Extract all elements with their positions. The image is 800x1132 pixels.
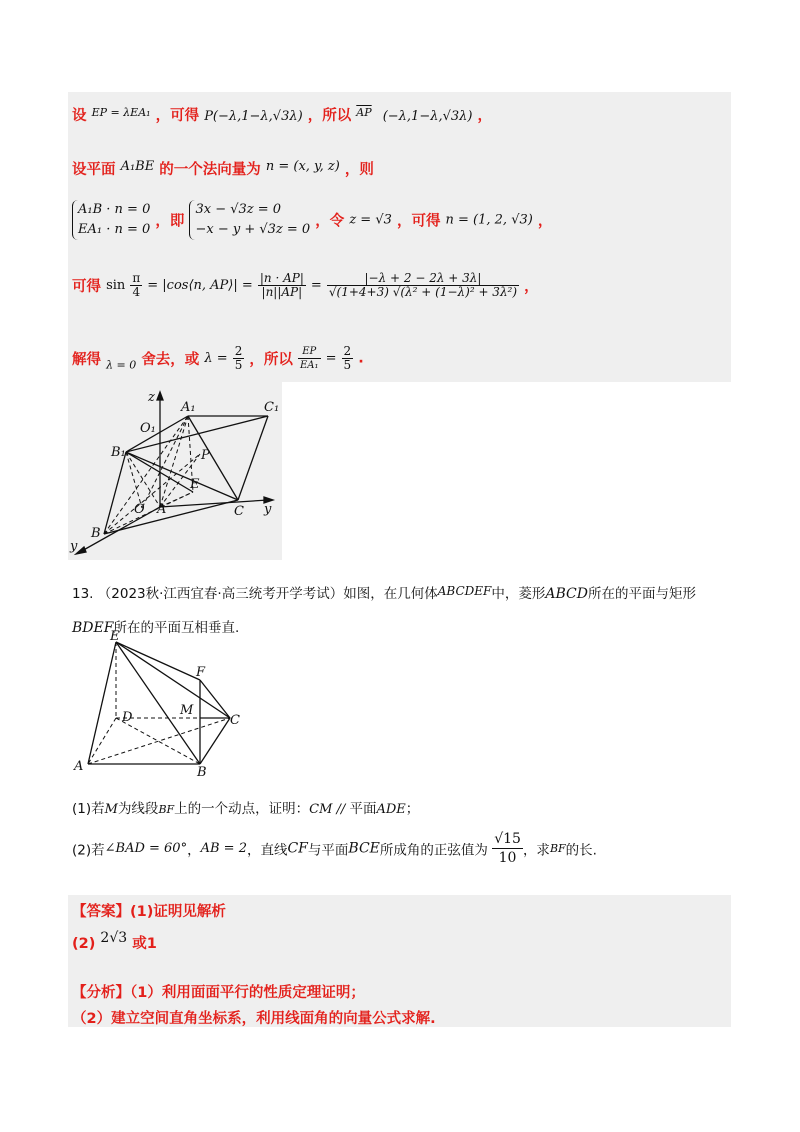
answer-part-2-or: 或1 [132,936,157,952]
math: EP = λEA₁ [91,106,151,119]
label-C1: C₁ [264,400,280,415]
figure-solid [70,628,260,778]
text: ， [477,108,493,124]
label-A1: A₁ [181,400,196,415]
math: ADE [376,802,406,817]
text: 所在的平面与矩形 [587,586,696,602]
label-D: D [122,710,133,725]
text: ，所以 [307,108,352,124]
equals: = [325,351,337,366]
answer-tag: 【答案】 [72,904,130,920]
label-O: O [134,502,145,517]
solution-line-5 [72,345,364,372]
text: 设 [72,108,87,124]
denominator: 4 [132,285,141,299]
fraction-cos [258,272,306,299]
text: ， [187,842,201,859]
denominator: 10 [498,850,517,866]
denominator: |n||AP| [261,285,303,299]
edge-bc [200,718,230,764]
text: ，可得 [155,108,200,124]
text: ，即 [155,213,185,230]
math: EA₁ · n = 0 [78,222,151,237]
edge-ec [116,642,230,718]
edge-ac [88,718,230,764]
text: (1)若 [72,801,105,817]
text: 上的一个动点，证明： [174,801,310,817]
label-C: C [230,713,240,728]
equals: = [310,278,322,293]
math: CM // [309,802,350,817]
text: ，令 [315,213,345,230]
fraction-ep-ea1 [298,345,321,372]
numerator: 2 [343,344,352,358]
numerator: √15 [494,831,521,847]
label-y: y [264,502,272,517]
text: ，求 [522,842,550,859]
fraction-result [327,272,519,299]
analysis-part-1: （1）利用面面平行的性质定理证明； [130,985,365,1001]
math: z = √3 [349,212,392,228]
numerator: EP [298,345,321,359]
label-B1: B₁ [111,445,126,460]
analysis-part-2: （2）建立空间直角坐标系，利用线面角的向量公式求解. [72,1011,436,1027]
text: 中，菱形 [491,586,546,602]
math: ABCDEF [437,584,492,598]
solution-line-3 [72,200,552,240]
text: ，可得 [396,213,441,230]
answer-line-2 [72,930,157,953]
answer-part-2-value: 2√3 [100,930,128,946]
numerator: π [132,271,141,285]
denominator: 5 [343,358,352,372]
label-P: P [201,448,210,463]
math: sin [106,278,126,293]
answer-part-1: (1)证明见解析 [130,904,226,920]
text: 可得 [72,279,101,295]
math: λ = 0 [106,358,137,372]
text: . [358,350,364,367]
solution-line-2 [72,158,374,179]
denominator: EA₁ [299,360,319,371]
fraction-pi-4 [130,272,142,299]
text: 如图，在几何体 [343,586,438,602]
math: BDEF [72,620,114,636]
math: λ = [204,351,228,366]
figure-prism [68,382,282,560]
equation-system-1 [72,200,150,240]
analysis-line-2 [72,1007,436,1028]
label-F: F [196,665,206,680]
math: ∠BAD = 60° [104,841,188,856]
math: A₁B · n = 0 [78,202,151,217]
question-2 [72,830,597,867]
fraction-2-5 [233,345,245,372]
analysis-tag: 【分析】 [72,985,130,1001]
answer-part-2-label: (2) [72,936,96,952]
label-B: B [197,765,207,778]
math: 3x − √3z = 0 [195,202,282,217]
solution-line-4 [72,272,539,299]
label-O1: O₁ [140,421,156,436]
math: n = (x, y, z) [265,159,340,174]
denominator: 5 [234,358,243,372]
edge-ea [88,642,116,764]
text: 的长. [565,842,597,859]
denominator: √(1+4+3) √(λ² + (1−λ)² + 3λ²) [328,285,518,299]
fraction-2-5-b [342,345,354,372]
analysis-line-1 [72,981,365,1002]
text: 与平面 [307,842,349,859]
text: ， [524,279,539,295]
math: AP [356,106,372,119]
math: = |cos⟨n, AP⟩| = [147,278,253,293]
text: (2)若 [72,842,105,859]
text: 所在的平面互相垂直. [113,620,240,636]
text: ，所以 [249,352,293,368]
text: 平面 [349,801,377,817]
label-M: M [180,703,194,718]
text: 设平面 [72,162,116,178]
text: ； [405,801,420,817]
text: 解得 [72,352,101,368]
text: ，则 [344,162,374,178]
text: 舍去，或 [141,352,200,368]
problem-number: 13. [72,586,94,602]
label-C: C [234,504,244,519]
text: 所成角的正弦值为 [379,842,488,859]
equation-system-2 [189,200,310,240]
text: ， [537,213,553,230]
math: −x − y + √3z = 0 [195,222,311,237]
label-A: A [157,502,167,517]
math: BF [549,842,566,855]
math: (−λ,1−λ,√3λ) [382,109,473,124]
math: CF [287,840,308,857]
math: BF [158,803,175,816]
edge-da [88,718,116,764]
text: ，直线 [246,842,288,859]
numerator: 2 [234,344,243,358]
label-E: E [190,477,200,492]
numerator: |n · AP| [259,271,304,285]
fraction-sqrt15-10 [492,830,523,867]
label-B: B [91,526,101,541]
math: BCE [348,840,380,857]
text: 的一个法向量为 [159,162,261,178]
label-E: E [110,629,120,644]
answer-line-1 [72,900,226,921]
math: ABCD [545,586,588,602]
math: P(−λ,1−λ,√3λ) [204,109,303,124]
label-A: A [74,759,84,774]
math: M [104,802,118,817]
problem-source: （2023秋·江西宜春·高三统考开学考试） [97,586,344,602]
label-z: z [148,390,155,405]
edge-fc [200,680,230,718]
numerator: |−λ + 2 − 2λ + 3λ| [327,272,519,286]
math: A₁BE [120,159,155,174]
math: AB = 2 [200,841,247,856]
math: n = (1, 2, √3) [445,212,533,228]
solution-line-1 [72,104,492,125]
text: 为线段 [117,801,159,817]
label-x: y [70,539,78,554]
question-1 [72,797,419,817]
